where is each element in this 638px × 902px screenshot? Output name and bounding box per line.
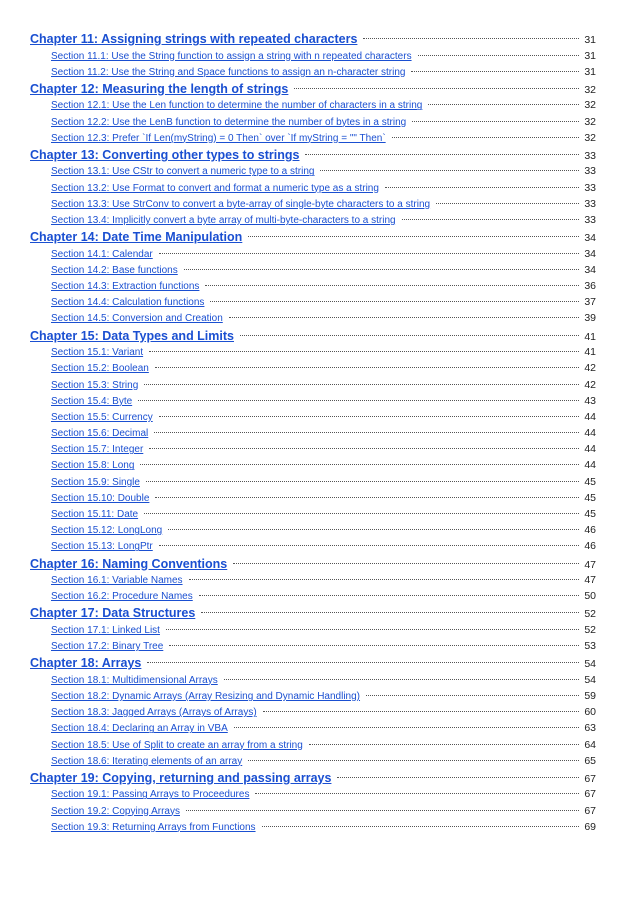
section-link[interactable]: Section 18.3: Jagged Arrays (Arrays of Arrays) (51, 707, 257, 719)
section-link[interactable]: Section 15.8: Long (51, 460, 135, 472)
toc-section-entry (30, 674, 596, 690)
dot-leader (418, 54, 579, 56)
page-number: 45 (584, 491, 596, 504)
toc-section-entry (30, 280, 596, 296)
table-of-contents (30, 32, 596, 837)
section-link[interactable]: Section 19.2: Copying Arrays (51, 805, 180, 817)
dot-leader (402, 218, 579, 220)
toc-section-entry (30, 821, 596, 837)
page-number: 54 (584, 673, 596, 686)
toc-section-entry (30, 182, 596, 198)
toc-section-entry (30, 624, 596, 640)
page-number: 63 (584, 722, 596, 735)
page-number: 41 (584, 346, 596, 359)
chapter-link[interactable]: Chapter 13: Converting other types to strings (30, 147, 300, 162)
toc-section-entry (30, 690, 596, 706)
toc-section-entry (30, 640, 596, 656)
page-number: 32 (584, 83, 596, 96)
toc-chapter-entry (30, 771, 596, 789)
dot-leader (205, 284, 579, 286)
section-link[interactable]: Section 15.4: Byte (51, 395, 133, 407)
section-link[interactable]: Section 18.6: Iterating elements of an array (51, 755, 243, 767)
page-number: 46 (584, 540, 596, 553)
section-link[interactable]: Section 15.11: Date (51, 509, 139, 520)
dot-leader (392, 136, 579, 138)
dot-leader (144, 383, 579, 385)
section-link[interactable]: Section 18.4: Declaring an Array in VBA (51, 723, 228, 735)
dot-leader (210, 300, 579, 302)
toc-chapter-entry (30, 230, 596, 248)
page-number: 54 (584, 658, 596, 671)
dot-leader (201, 611, 579, 613)
page-number: 64 (584, 738, 596, 751)
toc-section-entry (30, 739, 596, 755)
section-link[interactable]: Section 11.1: Use the String function to assign a string with n repeated characters (51, 50, 412, 62)
section-link[interactable]: Section 14.4: Calculation functions (51, 297, 205, 309)
toc-section-entry (30, 540, 596, 556)
section-link[interactable]: Section 15.7: Integer (51, 444, 144, 456)
toc-section-entry (30, 248, 596, 264)
section-link[interactable]: Section 15.2: Boolean (51, 363, 149, 375)
dot-leader (169, 644, 579, 646)
page-number: 47 (584, 574, 596, 587)
page-number: 33 (584, 214, 596, 226)
section-link[interactable]: Section 13.2: Use Format to convert and format a numeric type as a string (51, 182, 379, 194)
page-number: 44 (584, 443, 596, 456)
toc-section-entry (30, 476, 596, 492)
dot-leader (234, 726, 579, 728)
page-number: 33 (584, 181, 596, 194)
dot-leader (159, 252, 579, 254)
page-number: 32 (584, 131, 596, 144)
section-link[interactable]: Section 16.1: Variable Names (51, 575, 183, 587)
dot-leader (147, 661, 579, 663)
toc-chapter-entry (30, 82, 596, 100)
page-number: 47 (584, 558, 596, 571)
section-link[interactable]: Section 18.2: Dynamic Arrays (Array Resizing and Dynamic Handling) (51, 691, 361, 702)
dot-leader (240, 334, 579, 336)
dot-leader (184, 268, 579, 270)
section-link[interactable]: Section 11.2: Use the String and Space functions to assign an n-character string (51, 66, 406, 78)
dot-leader (305, 153, 579, 155)
toc-section-entry (30, 508, 596, 524)
toc-chapter-entry (30, 329, 596, 347)
toc-section-entry (30, 198, 596, 214)
dot-leader (199, 594, 579, 596)
section-link[interactable]: Section 14.1: Calendar (51, 248, 153, 260)
toc-section-entry (30, 788, 596, 804)
dot-leader (189, 578, 579, 580)
dot-leader (166, 628, 579, 630)
dot-leader (168, 528, 579, 530)
chapter-link[interactable]: Chapter 15: Data Types and Limits (30, 328, 234, 343)
page-number: 67 (584, 772, 596, 785)
page-number: 67 (584, 804, 596, 817)
page-number: 34 (584, 263, 596, 276)
chapter-link[interactable]: Chapter 19: Copying, returning and passing arrays (30, 770, 332, 785)
section-link[interactable]: Section 12.3: Prefer `If Len(myString) = 0 Then` over `If myString = "" Then` (51, 132, 386, 144)
dot-leader (154, 431, 579, 433)
section-link[interactable]: Section 13.1: Use CStr to convert a numeric type to a string (51, 166, 315, 178)
page-number: 31 (584, 65, 596, 78)
dot-leader (155, 496, 579, 498)
page-number: 53 (584, 640, 596, 653)
toc-section-entry (30, 379, 596, 395)
page-number: 32 (584, 99, 596, 112)
page-number: 33 (584, 197, 596, 210)
toc-section-entry (30, 116, 596, 132)
page-number: 44 (584, 410, 596, 423)
section-link[interactable]: Section 14.5: Conversion and Creation (51, 313, 223, 325)
dot-leader (436, 202, 579, 204)
page-number: 37 (584, 296, 596, 309)
page-number: 52 (584, 623, 596, 636)
dot-leader (224, 678, 579, 680)
page-number: 34 (584, 232, 596, 245)
section-link[interactable]: Section 12.2: Use the LenB function to determine the number of bytes in a string (51, 116, 407, 128)
toc-section-entry (30, 346, 596, 362)
page-number: 33 (584, 165, 596, 178)
page-number: 59 (584, 690, 596, 702)
dot-leader (366, 694, 579, 696)
section-link[interactable]: Section 13.4: Implicitly convert a byte array of multi-byte-characters to a string (51, 215, 396, 226)
toc-section-entry (30, 492, 596, 508)
dot-leader (159, 544, 579, 546)
section-link[interactable]: Section 15.3: String (51, 379, 139, 391)
section-link[interactable]: Section 17.1: Linked List (51, 624, 160, 636)
toc-chapter-entry (30, 557, 596, 575)
section-link[interactable]: Section 16.2: Procedure Names (51, 591, 193, 603)
dot-leader (385, 186, 579, 188)
toc-section-entry (30, 132, 596, 148)
dot-leader (337, 776, 579, 778)
toc-section-entry (30, 214, 596, 230)
page-number: 44 (584, 459, 596, 472)
page-number: 31 (584, 49, 596, 62)
dot-leader (428, 103, 579, 105)
page-number: 34 (584, 247, 596, 260)
chapter-link[interactable]: Chapter 18: Arrays (30, 656, 142, 671)
page-number: 36 (584, 280, 596, 293)
page-number: 39 (584, 312, 596, 325)
page-number: 69 (584, 820, 596, 833)
dot-leader (248, 759, 579, 761)
dot-leader (294, 87, 579, 89)
section-link[interactable]: Section 15.5: Currency (51, 411, 153, 423)
toc-section-entry (30, 264, 596, 280)
page-number: 31 (584, 34, 596, 46)
dot-leader (309, 743, 579, 745)
toc-section-entry (30, 362, 596, 378)
chapter-link[interactable]: Chapter 14: Date Time Manipulation (30, 230, 243, 245)
toc-section-entry (30, 411, 596, 427)
section-link[interactable]: Section 13.3: Use StrConv to convert a byte-array of single-byte characters to a string (51, 198, 431, 210)
section-link[interactable]: Section 19.3: Returning Arrays from Functions (51, 821, 256, 833)
toc-chapter-entry (30, 32, 596, 50)
section-link[interactable]: Section 15.1: Variant (51, 347, 144, 359)
toc-section-entry (30, 165, 596, 181)
toc-chapter-entry (30, 656, 596, 674)
toc-section-entry (30, 296, 596, 312)
section-link[interactable]: Section 18.5: Use of Split to create an array from a string (51, 739, 303, 751)
dot-leader (363, 37, 579, 39)
page-number: 67 (584, 788, 596, 801)
page-number: 50 (584, 590, 596, 603)
dot-leader (144, 512, 579, 514)
page-number: 45 (584, 475, 596, 488)
dot-leader (149, 350, 579, 352)
section-link[interactable]: Section 12.1: Use the Len function to determine the number of characters in a string (51, 100, 423, 112)
toc-section-entry (30, 590, 596, 606)
toc-chapter-entry (30, 606, 596, 624)
dot-leader (149, 447, 579, 449)
section-link[interactable]: Section 18.1: Multidimensional Arrays (51, 674, 218, 686)
chapter-link[interactable]: Chapter 16: Naming Conventions (30, 556, 228, 571)
page-number: 32 (584, 115, 596, 128)
dot-leader (411, 70, 579, 72)
toc-section-entry (30, 574, 596, 590)
toc-section-entry (30, 459, 596, 475)
page-number: 44 (584, 427, 596, 440)
section-link[interactable]: Section 15.6: Decimal (51, 428, 149, 440)
toc-section-entry (30, 99, 596, 115)
toc-chapter-entry (30, 148, 596, 166)
page-number: 41 (584, 330, 596, 343)
dot-leader (233, 562, 579, 564)
chapter-link[interactable]: Chapter 11: Assigning strings with repeated characters (30, 32, 358, 46)
section-link[interactable]: Section 14.3: Extraction functions (51, 281, 200, 293)
page-number: 45 (584, 508, 596, 520)
toc-section-entry (30, 312, 596, 328)
toc-section-entry (30, 805, 596, 821)
section-link[interactable]: Section 14.2: Base functions (51, 264, 178, 276)
toc-section-entry (30, 443, 596, 459)
dot-leader (159, 415, 579, 417)
dot-leader (155, 366, 579, 368)
page-number: 43 (584, 394, 596, 407)
section-link[interactable]: Section 15.13: LongPtr (51, 541, 153, 553)
toc-section-entry (30, 706, 596, 722)
chapter-link[interactable]: Chapter 12: Measuring the length of strings (30, 81, 289, 96)
section-link[interactable]: Section 15.12: LongLong (51, 525, 163, 537)
dot-leader (320, 169, 579, 171)
dot-leader (263, 710, 579, 712)
dot-leader (140, 463, 579, 465)
toc-section-entry (30, 755, 596, 771)
dot-leader (146, 480, 579, 482)
toc-section-entry (30, 50, 596, 66)
dot-leader (229, 316, 579, 318)
section-link[interactable]: Section 15.10: Double (51, 492, 150, 504)
page-number: 42 (584, 378, 596, 391)
page-number: 46 (584, 524, 596, 537)
page-number: 52 (584, 608, 596, 621)
dot-leader (255, 792, 579, 794)
toc-section-entry (30, 427, 596, 443)
toc-section-entry (30, 524, 596, 540)
dot-leader (262, 825, 579, 827)
page-number: 65 (584, 754, 596, 767)
page-number: 42 (584, 362, 596, 375)
chapter-link[interactable]: Chapter 17: Data Structures (30, 606, 196, 621)
dot-leader (412, 120, 579, 122)
section-link[interactable]: Section 17.2: Binary Tree (51, 641, 164, 653)
page-number: 60 (584, 706, 596, 719)
section-link[interactable]: Section 19.1: Passing Arrays to Proceedures (51, 789, 250, 801)
page-number: 33 (584, 149, 596, 162)
section-link[interactable]: Section 15.9: Single (51, 476, 140, 488)
toc-section-entry (30, 722, 596, 738)
toc-section-entry (30, 395, 596, 411)
dot-leader (248, 235, 579, 237)
toc-section-entry (30, 66, 596, 82)
dot-leader (138, 399, 579, 401)
dot-leader (186, 809, 579, 811)
